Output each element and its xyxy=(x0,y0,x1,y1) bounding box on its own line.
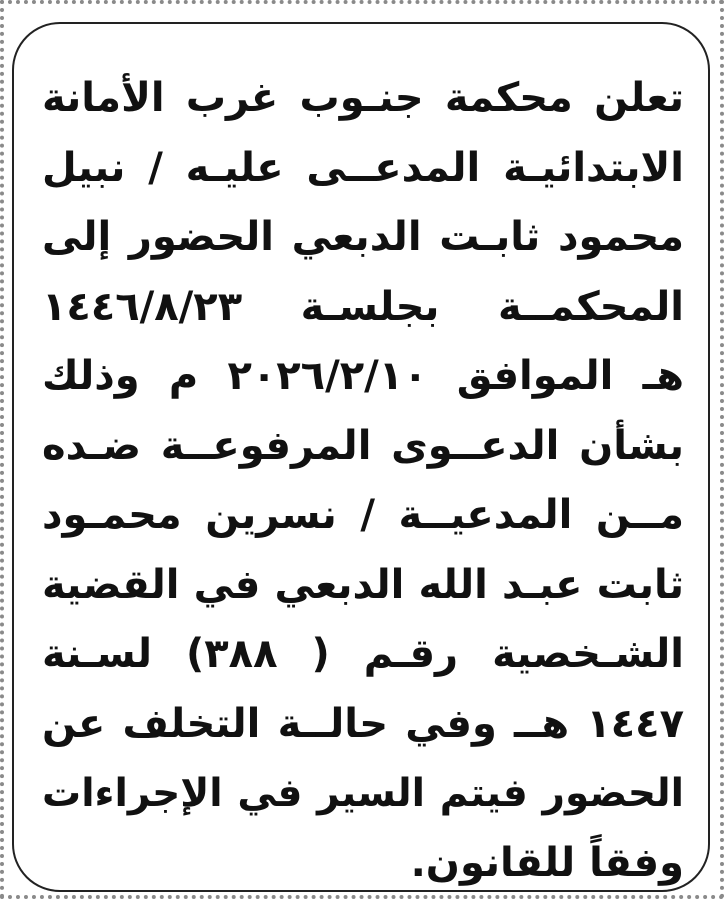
notice-line: وفقاً للقانون. xyxy=(410,839,684,886)
notice-line: محمود ثابـت الدبعي الحضور إلى xyxy=(42,214,684,260)
notice-line: الحضور فيتم السير في الإجراءات xyxy=(42,771,684,816)
notice-line: ١٤٤٧ هــ وفي حالــة التخلف عن xyxy=(42,700,684,747)
notice-line: المحكمــة بجلسـة ١٤٤٦/٨/٢٣ xyxy=(42,283,684,330)
notice-line: الابتدائيـة المدعــى عليـه / نبيل xyxy=(42,144,684,191)
court-notice-text xyxy=(42,64,684,898)
notice-line: ثابت عبـد الله الدبعي في القضية xyxy=(42,561,684,608)
notice-line: بشأن الدعــوى المرفوعــة ضـده xyxy=(42,422,684,469)
notice-line: تعلن محكمة جنـوب غرب الأمانة xyxy=(42,75,684,121)
notice-line: هـ الموافق ٢٠٢٦/٢/١٠ م وذلك xyxy=(42,353,684,399)
notice-line: الشـخصية رقـم ( ٣٨٨) لسـنة xyxy=(42,631,684,677)
notice-line: مــن المدعيــة / نسرين محمـود xyxy=(42,492,684,538)
